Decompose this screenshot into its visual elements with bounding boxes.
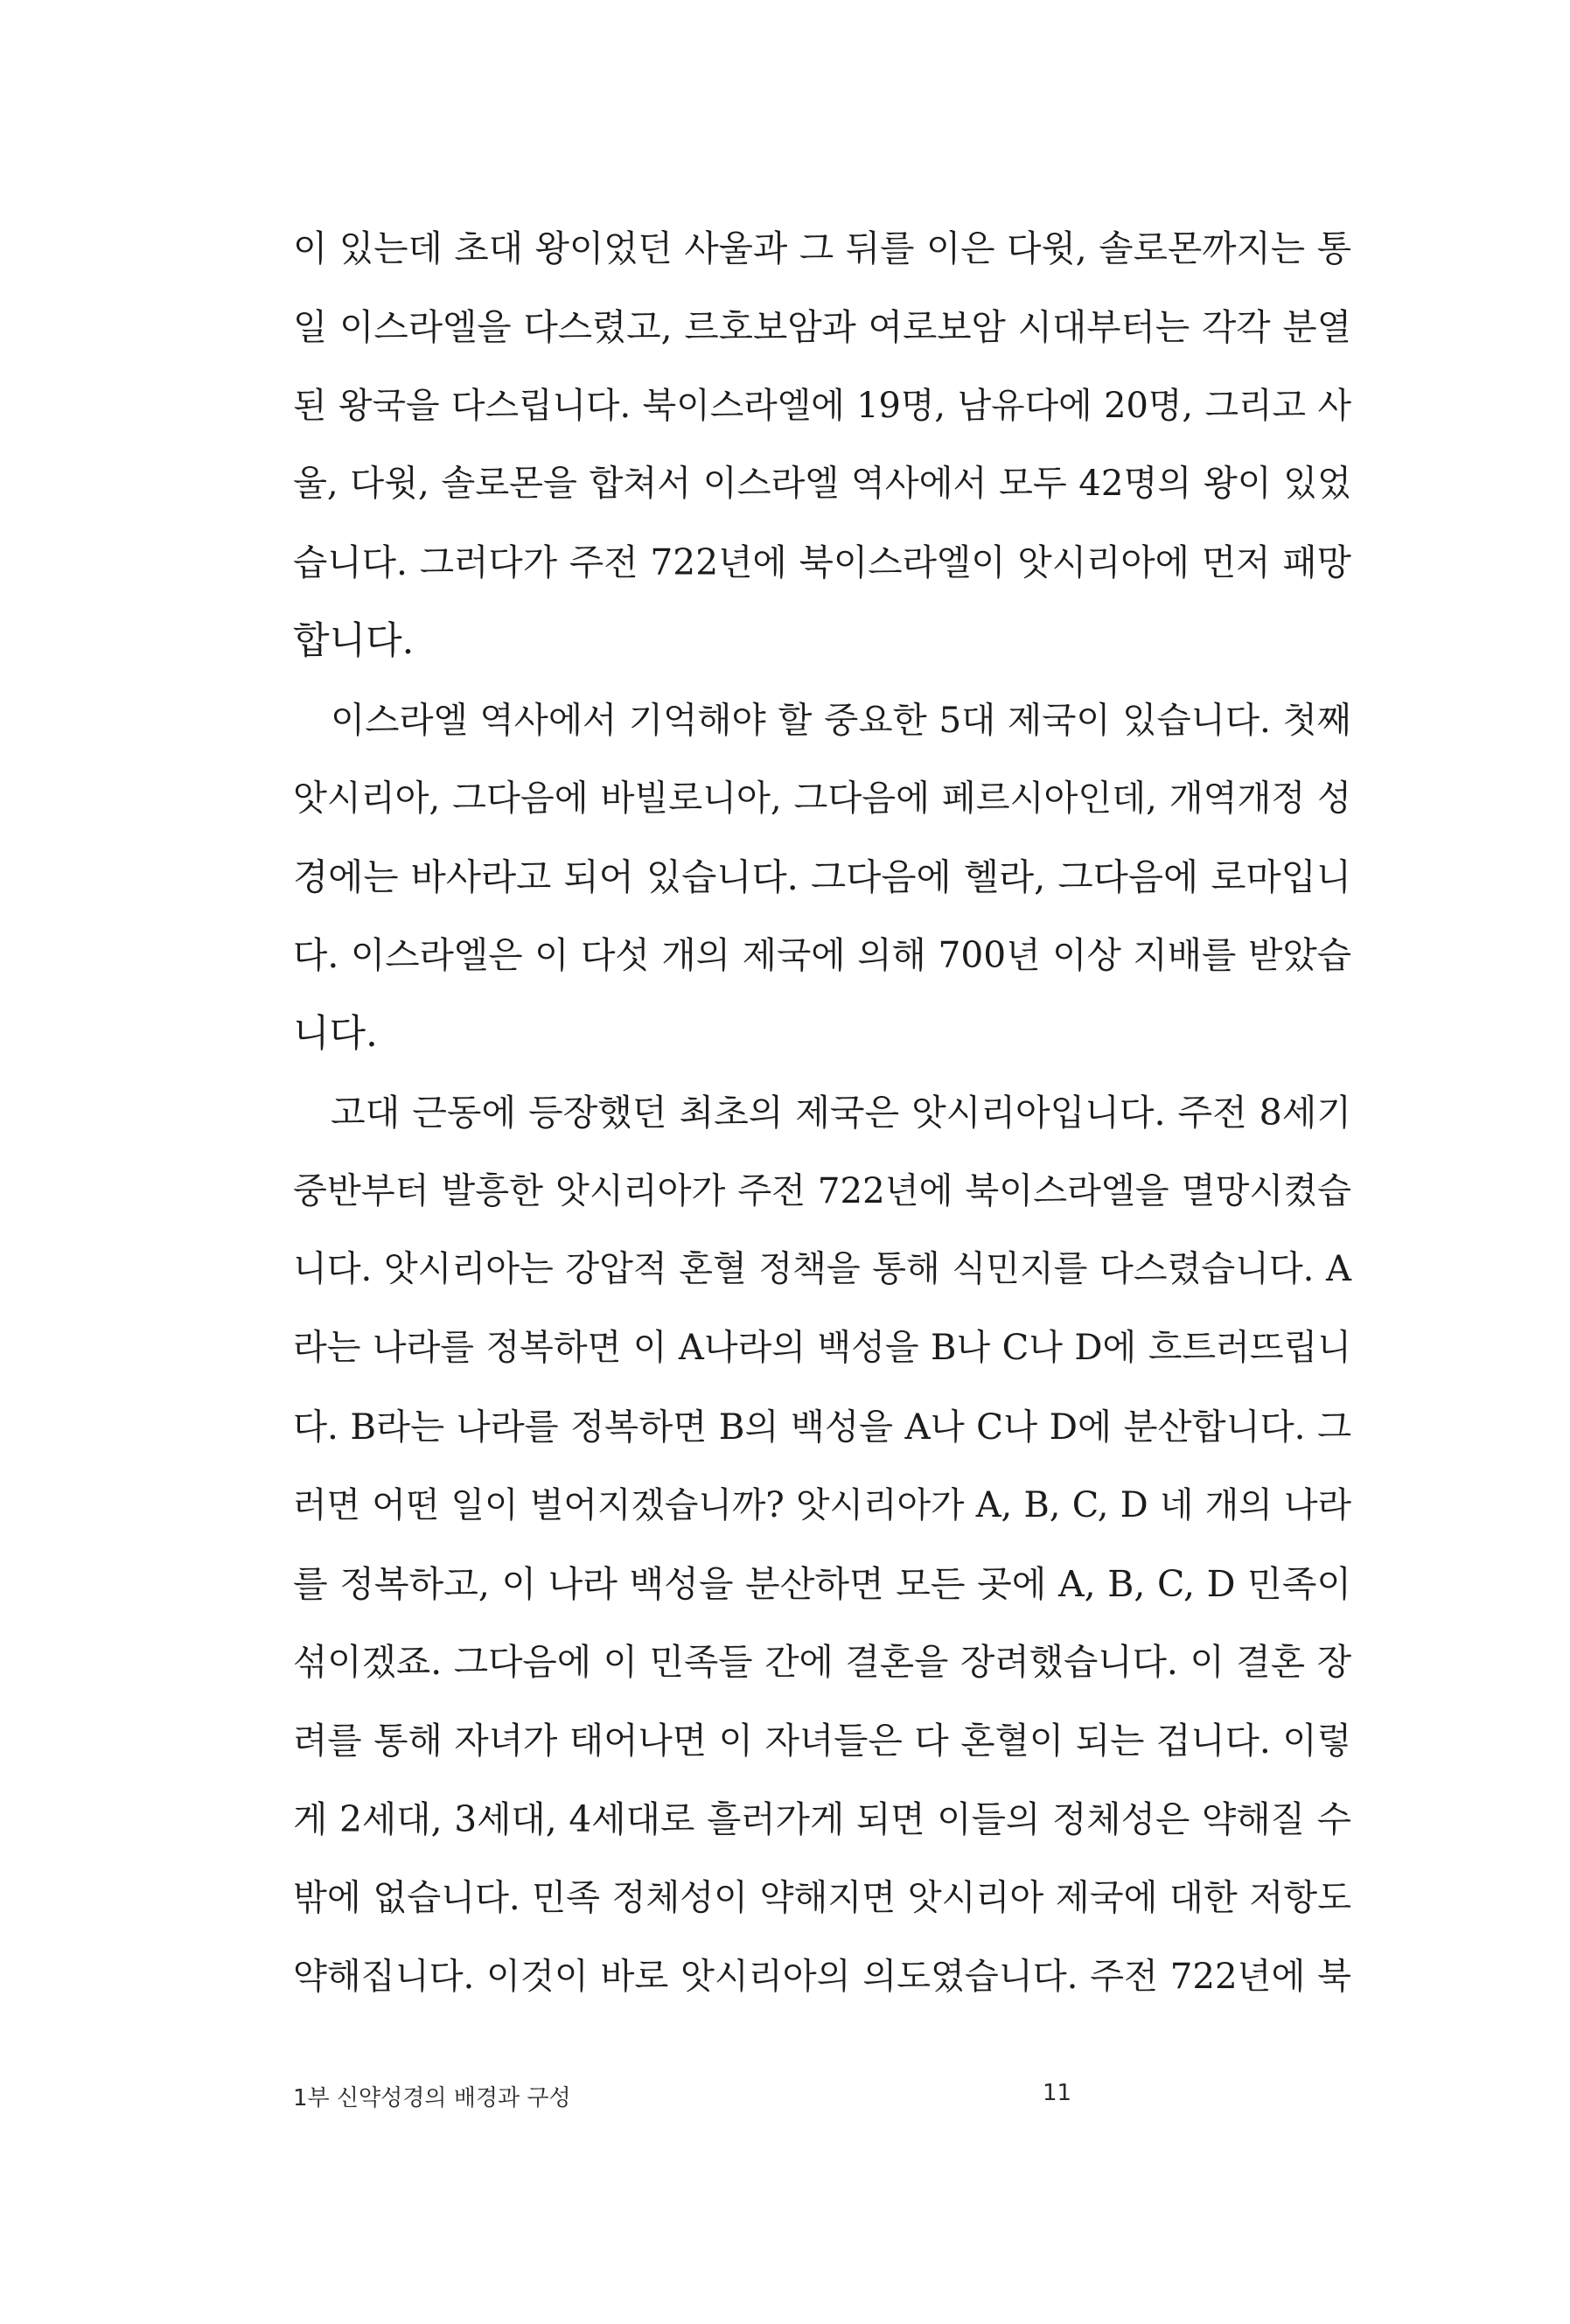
text-line: 니다. 앗시리아는 강압적 혼혈 정책을 통해 식민지를 다스렸습니다. A — [293, 1249, 1351, 1290]
text-line: 라는 나라를 정복하면 이 A나라의 백성을 B나 C나 D에 흐트러뜨립니 — [293, 1328, 1351, 1369]
text-line: 밖에 없습니다. 민족 정체성이 약해지면 앗시리아 제국에 대한 저항도 — [293, 1877, 1351, 1918]
footer-section-title: 1부 신약성경의 배경과 구성 — [293, 2085, 571, 2111]
text-line: 섞이겠죠. 그다음에 이 민족들 간에 결혼을 장려했습니다. 이 결혼 장 — [293, 1641, 1351, 1684]
text-line: 합니다. — [293, 618, 415, 663]
text-line: 앗시리아, 그다음에 바빌로니아, 그다음에 페르시아인데, 개역개정 성 — [293, 778, 1351, 819]
text-line: 약해집니다. 이것이 바로 앗시리아의 의도였습니다. 주전 722년에 북 — [293, 1956, 1351, 1997]
text-line: 된 왕국을 다스립니다. 북이스라엘에 19명, 남유다에 20명, 그리고 사 — [293, 385, 1351, 426]
page-number: 11 — [1043, 2080, 1072, 2106]
text-line: 고대 근동에 등장했던 최초의 제국은 앗시리아입니다. 주전 8세기 — [331, 1091, 1351, 1134]
body-text — [293, 210, 1351, 2016]
text-line: 게 2세대, 3세대, 4세대로 흘러가게 되면 이들의 정체성은 약해질 수 — [293, 1797, 1351, 1840]
text-line: 중반부터 발흥한 앗시리아가 주전 722년에 북이스라엘을 멸망시켰습 — [293, 1170, 1351, 1211]
text-line: 일 이스라엘을 다스렸고, 르호보암과 여로보암 시대부터는 각각 분열 — [293, 305, 1351, 348]
text-line: 다. B라는 나라를 정복하면 B의 백성을 A나 C나 D에 분산합니다. 그 — [293, 1405, 1351, 1448]
text-line: 다. 이스라엘은 이 다섯 개의 제국에 의해 700년 이상 지배를 받았습 — [293, 934, 1351, 977]
text-line: 니다. — [293, 1011, 378, 1056]
text-line: 려를 통해 자녀가 태어나면 이 자녀들은 다 혼혈이 되는 겁니다. 이렇 — [293, 1720, 1351, 1762]
text-line: 경에는 바사라고 되어 있습니다. 그다음에 헬라, 그다음에 로마입니 — [293, 855, 1351, 899]
text-line: 를 정복하고, 이 나라 백성을 분산하면 모든 곳에 A, B, C, D 민족이 — [293, 1562, 1351, 1605]
text-line: 이 있는데 초대 왕이었던 사울과 그 뒤를 이은 다윗, 솔로몬까지는 통 — [293, 227, 1351, 269]
text-line: 울, 다윗, 솔로몬을 합쳐서 이스라엘 역사에서 모두 42명의 왕이 있었 — [293, 464, 1351, 505]
text-line: 러면 어떤 일이 벌어지겠습니까? 앗시리아가 A, B, C, D 네 개의 나라 — [293, 1484, 1351, 1525]
text-line: 습니다. 그러다가 주전 722년에 북이스라엘이 앗시리아에 먼저 패망 — [293, 541, 1351, 584]
text-line: 이스라엘 역사에서 기억해야 할 중요한 5대 제국이 있습니다. 첫째 — [331, 698, 1351, 741]
